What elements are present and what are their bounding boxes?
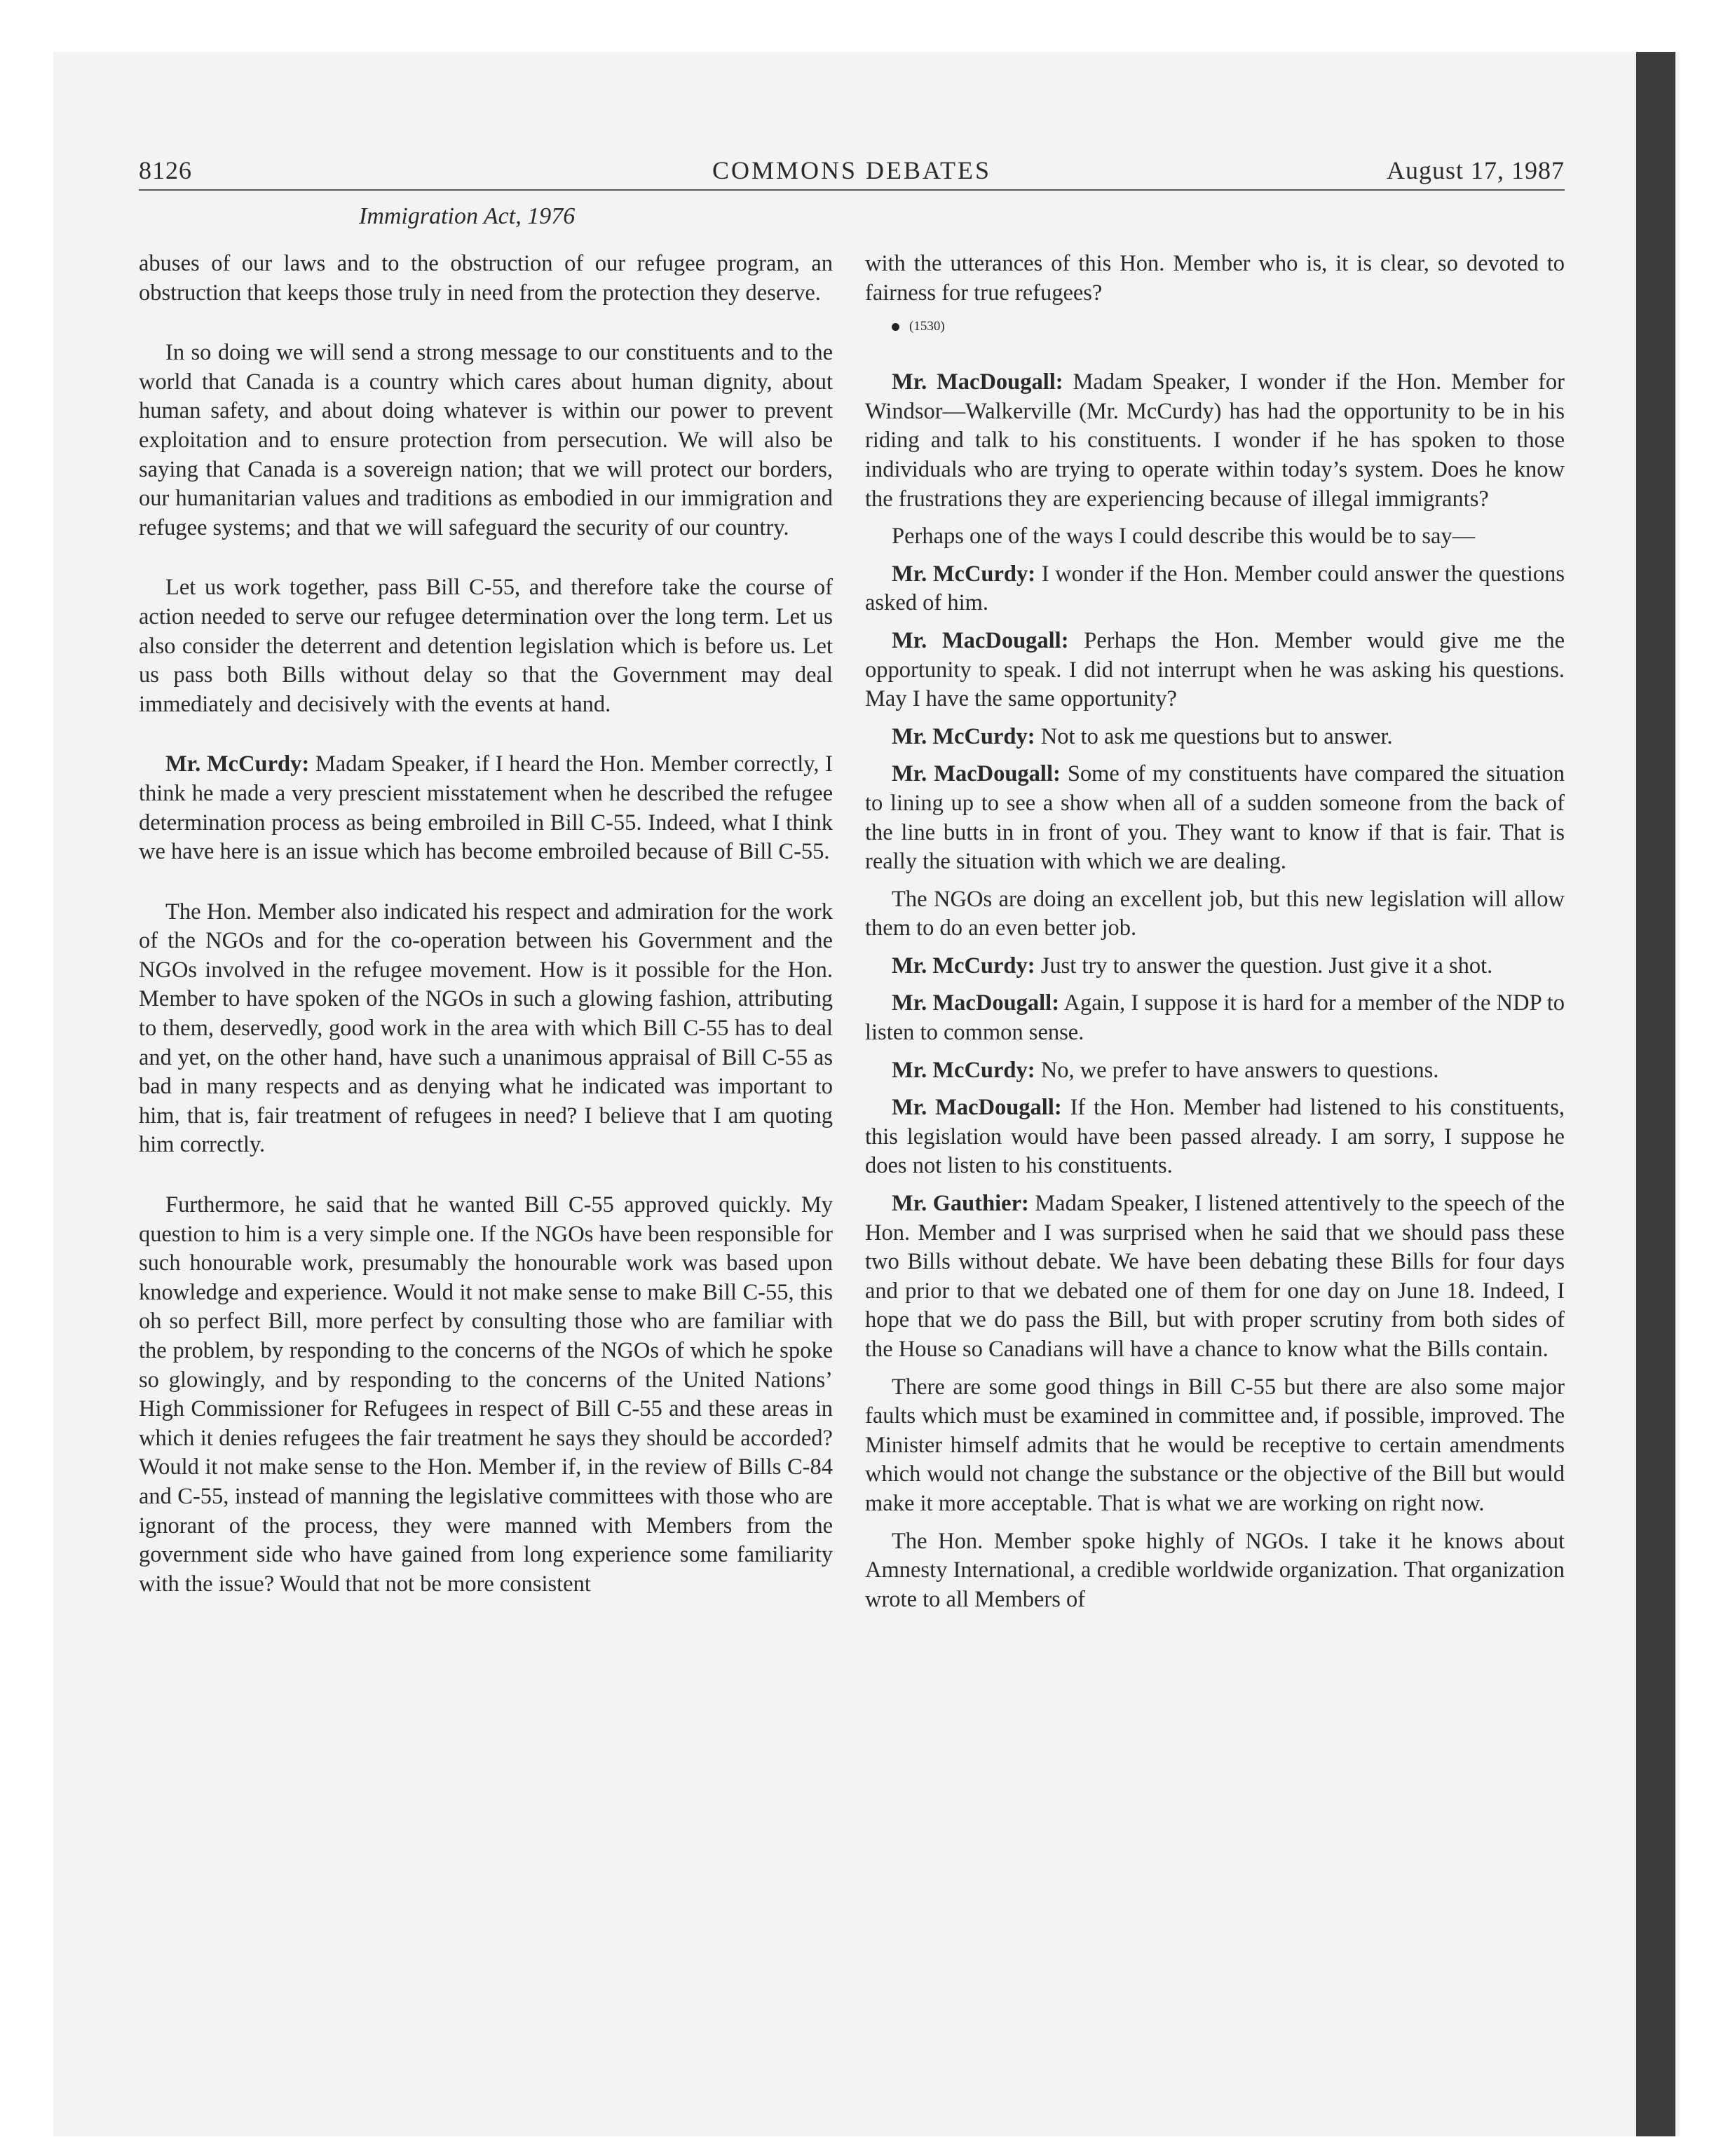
section-subheading: Immigration Act, 1976 (359, 203, 576, 229)
speaker-name: Mr. MacDougall: (892, 1095, 1062, 1121)
paragraph (865, 1189, 1565, 1365)
paragraph-text: In so doing we will send a strong message to our constituents and to the world that Canada is a country which cares about human dignity, about human safety, and about doing whatever is within our power to prevent exploitation and to ensure protection from persecution. We will also be saying that Canada is a sovereign nation; that we will protect our borders, our humanitarian values and traditions as embodied in our immigration and refugee systems; and that we will safeguard the security of our country. (139, 340, 833, 540)
right-column (865, 250, 1565, 1614)
paragraph (865, 627, 1565, 714)
paragraph-text: Again, I suppose it is hard for a member of the NDP to listen to common sense. (865, 990, 1565, 1046)
time-marker-text: (1530) (909, 319, 945, 334)
paragraph-text: If the Hon. Member had listened to his constituents, this legislation would have been passed already. I am sorry, I suppose he does not listen to his constituents. (865, 1095, 1565, 1179)
paragraph (865, 368, 1565, 514)
paragraph (865, 952, 1565, 981)
paragraph-text: abuses of our laws and to the obstruction of our refugee program, an obstruction that keeps those truly in need from the protection they deserve. (139, 251, 833, 306)
paragraph-text: Let us work together, pass Bill C-55, and therefore take the course of action needed to serve our refugee determination over the long term. Let us also consider the deterrent and detention legislation which is before us. Let us pass both Bills without delay so that the Government may deal immediately and decisively with the events at hand. (139, 575, 833, 717)
header-rule (139, 189, 1565, 191)
paragraph-text: I wonder if the Hon. Member could answer the questions asked of him. (865, 561, 1565, 616)
paragraph (865, 989, 1565, 1047)
paragraph-text: Furthermore, he said that he wanted Bill C-55 approved quickly. My question to him is a very simple one. If the NGOs have been responsible for such honourable work, presumably the honourable work was based upon knowledge and experience. Would it not make sense to make Bill C-55, this oh so perfect Bill, more perfect by consulting those who are familiar with the problem, by responding to the concerns of the NGOs of which he spoke so glowingly, and by responding to the concerns of the United Nations’ High Commissioner for Refugees in respect of Bill C-55 and these areas in which it denies refugees the fair treatment he says they should be accorded? Would it not make sense to the Hon. Member if, in the review of Bills C-84 and C-55, instead of manning the legislative committees with those who are ignorant of the process, they were manned with Members from the government side who have gained from long experience some familiarity with the issue? Would that not be more consistent (139, 1192, 833, 1597)
paragraph-text: Just try to answer the question. Just give it a shot. (1040, 953, 1493, 978)
page-number: 8126 (139, 156, 192, 184)
speaker-name: Mr. MacDougall: (892, 627, 1069, 653)
speaker-name: Mr. MacDougall: (892, 990, 1060, 1016)
left-column (139, 250, 833, 1599)
paragraph-text: Not to ask me questions but to answer. (1040, 723, 1393, 749)
paragraph (139, 898, 833, 1160)
speaker-name: Mr. MacDougall: (892, 369, 1063, 395)
paragraph-text: No, we prefer to have answers to questions. (1040, 1057, 1439, 1083)
paragraph (139, 250, 833, 308)
paragraph-text: with the utterances of this Hon. Member who is, it is clear, so devoted to fairness for true refugees? (865, 251, 1565, 306)
paragraph-text: The Hon. Member spoke highly of NGOs. I take it he knows about Amnesty International, a credible worldwide organization. That organization wrote to all Members of (865, 1528, 1565, 1612)
speaker-name: Mr. McCurdy: (892, 953, 1035, 978)
paragraph (865, 760, 1565, 876)
paragraph-text: There are some good things in Bill C-55 but there are also some major faults which must be examined in committee and, if possible, improved. The Minister himself admits that he would be receptive to certain amendments which would not change the substance or the objective of the Bill but would make it more acceptable. That is what we are working on right now. (865, 1374, 1565, 1516)
speaker-name: Mr. McCurdy: (892, 723, 1035, 749)
paragraph-text: Madam Speaker, if I heard the Hon. Member correctly, I think he made a very prescient misstatement when he described the refugee determination process as being embroiled in Bill C-55. Indeed, what I think we have here is an issue which has become embroiled because of Bill C-55. (139, 751, 834, 865)
speaker-name: Mr. McCurdy: (165, 751, 310, 777)
scan-edge-shadow (1636, 52, 1675, 2136)
paragraph (139, 1191, 833, 1599)
paragraph (865, 1056, 1565, 1086)
time-marker (865, 316, 1565, 337)
publication-date: August 17, 1987 (1386, 156, 1565, 184)
paragraph (865, 522, 1565, 552)
paragraph (139, 339, 833, 543)
page-header (139, 156, 1565, 188)
speaker-name: Mr. McCurdy: (892, 561, 1036, 587)
paragraph (865, 1093, 1565, 1181)
bullet-icon (892, 323, 899, 331)
paragraph-text: Perhaps one of the ways I could describe this would be to say— (892, 524, 1476, 550)
paragraph (865, 723, 1565, 752)
paragraph (865, 560, 1565, 618)
paragraph (865, 250, 1565, 308)
paragraph-text: Some of my constituents have compared the situation to lining up to see a show when all of a sudden someone from the back of the line butts in in front of you. They want to know if that is fair. That is really the situation with which we are dealing. (865, 761, 1565, 875)
speaker-name: Mr. MacDougall: (892, 761, 1061, 787)
paragraph (139, 573, 833, 719)
paragraph-text: Perhaps the Hon. Member would give me the opportunity to speak. I did not interrupt when he was asking his questions. May I have the same opportunity? (865, 627, 1565, 712)
paragraph (139, 750, 833, 866)
paragraph (865, 1373, 1565, 1519)
speaker-name: Mr. McCurdy: (892, 1057, 1035, 1083)
paragraph-text: Madam Speaker, I listened attentively to the speech of the Hon. Member and I was surprised when he said that we should pass these two Bills without debate. We have been debating these Bills for four days and prior to that we debated one of them for one day on June 18. Indeed, I hope that we do pass the Bill, but with proper scrutiny from both sides of the House so Canadians will have a chance to know what the Bills contain. (865, 1191, 1565, 1362)
paragraph-text: Madam Speaker, I wonder if the Hon. Member for Windsor—Walkerville (Mr. McCurdy) has had the opportunity to be in his riding and talk to his constituents. I wonder if he has spoken to those individuals who are trying to operate within today’s system. Does he know the frustrations they are experiencing because of illegal immigrants? (865, 369, 1565, 512)
paragraph-text: The Hon. Member also indicated his respect and admiration for the work of the NGOs and for the co-operation between his Government and the NGOs involved in the refugee movement. How is it possible for the Hon. Member to have spoken of the NGOs in such a glowing fashion, attributing to them, deservedly, good work in the area with which Bill C-55 has to deal and yet, on the other hand, have such a unanimous appraisal of Bill C-55 as bad in many respects and as denying what he indicated was important to him, that is, fair treatment of refugees in need? I believe that I am quoting him correctly. (139, 899, 833, 1158)
publication-title: COMMONS DEBATES (712, 156, 992, 184)
paragraph-text: The NGOs are doing an excellent job, but this new legislation will allow them to do an even better job. (865, 886, 1565, 941)
speaker-name: Mr. Gauthier: (892, 1191, 1029, 1217)
paragraph (865, 1527, 1565, 1615)
paragraph (865, 885, 1565, 943)
